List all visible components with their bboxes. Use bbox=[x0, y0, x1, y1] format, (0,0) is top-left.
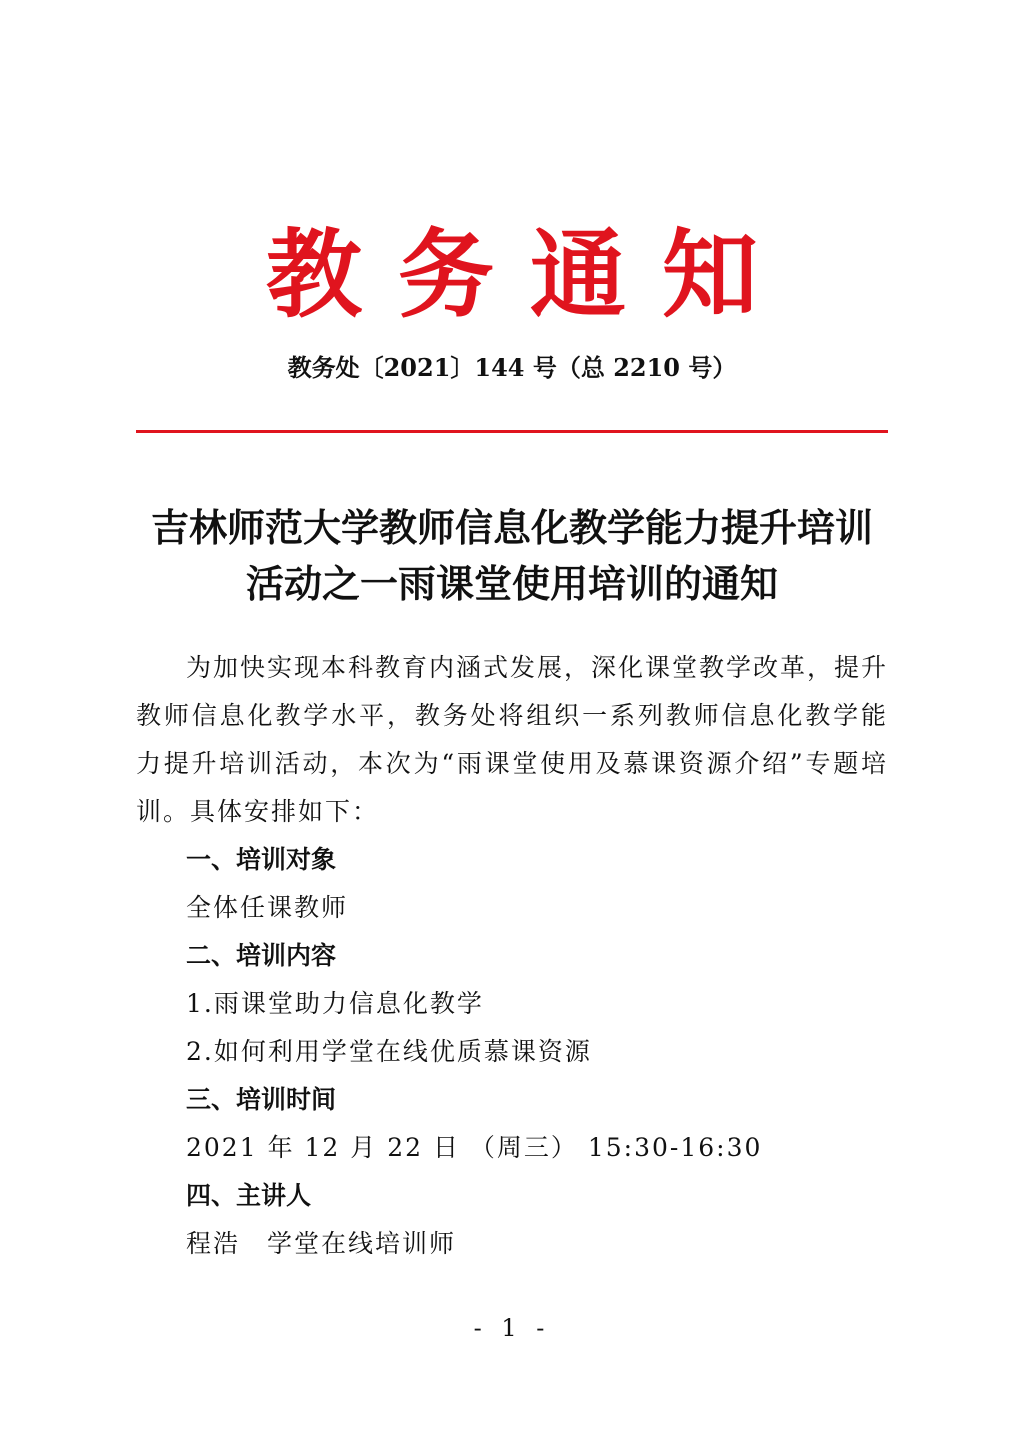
section-line-time: 2021 年 12 月 22 日 （周三） 15:30-16:30 bbox=[186, 1133, 763, 1162]
section-heading-speaker: 四、主讲人 bbox=[186, 1181, 312, 1210]
section-line-content-1: 1.雨课堂助力信息化教学 bbox=[186, 989, 484, 1018]
notice-title bbox=[136, 500, 888, 612]
notice-title-line-2: 活动之一雨课堂使用培训的通知 bbox=[245, 561, 778, 606]
red-divider-line bbox=[136, 430, 888, 433]
section-heading-content: 二、培训内容 bbox=[186, 941, 337, 970]
section-heading-audience: 一、培训对象 bbox=[186, 845, 337, 874]
section-line-speaker: 程浩 学堂在线培训师 bbox=[186, 1229, 457, 1258]
document-number: 教务处〔2021〕144 号（总 2210 号） bbox=[287, 353, 737, 382]
page-number: - 1 - bbox=[473, 1314, 551, 1342]
notice-body bbox=[136, 644, 888, 1268]
section-line-content-2: 2.如何利用学堂在线优质慕课资源 bbox=[186, 1037, 592, 1066]
intro-paragraph: 为加快实现本科教育内涵式发展，深化课堂教学改革，提升教师信息化教学水平，教务处将组织一系列教师信息化教学能力提升培训活动，本次为“雨课堂使用及慕课资源介绍”专题培训。具体安排如下： bbox=[136, 653, 889, 826]
section-line-audience: 全体任课教师 bbox=[186, 893, 349, 922]
notice-title-line-1: 吉林师范大学教师信息化教学能力提升培训 bbox=[150, 505, 873, 550]
masthead-title: 教务通知 bbox=[266, 218, 794, 331]
section-heading-time: 三、培训时间 bbox=[186, 1085, 337, 1114]
